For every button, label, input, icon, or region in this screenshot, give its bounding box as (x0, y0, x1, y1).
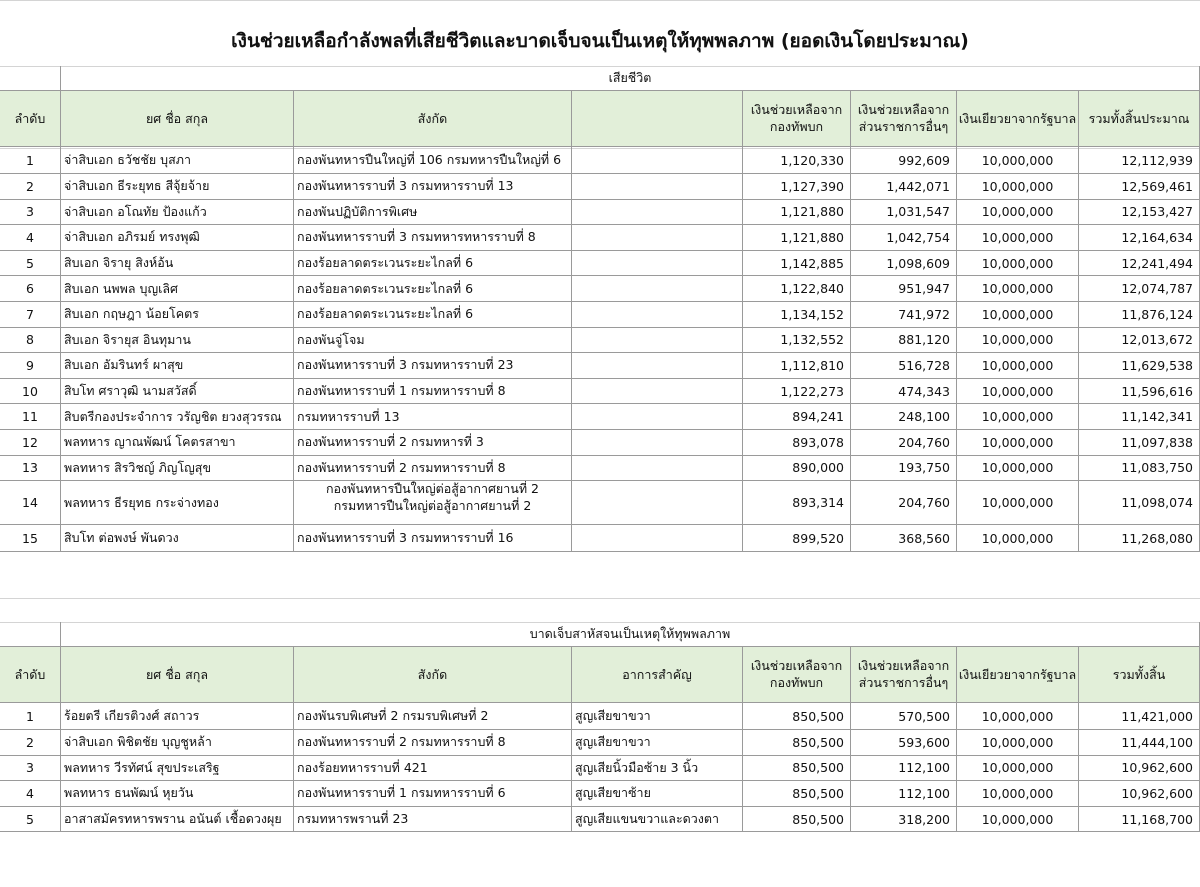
table-row (0, 703, 1200, 730)
column-header[interactable]: สังกัด (294, 647, 572, 703)
table-cell[interactable]: 4 (0, 225, 61, 251)
column-header[interactable]: อาการสำคัญ (572, 647, 743, 703)
table-cell[interactable]: 11,268,080 (1079, 525, 1200, 552)
table-cell[interactable]: 1,142,885 (743, 251, 851, 277)
table-cell[interactable]: 193,750 (851, 456, 957, 482)
table-cell[interactable]: สูญเสียแขนขวาและดวงตา (572, 807, 743, 833)
table-cell[interactable]: กองพันปฏิบัติการพิเศษ (294, 200, 572, 226)
heading-blank-cell (0, 66, 61, 91)
table-cell[interactable]: 15 (0, 525, 61, 552)
cell-text-line: เงินช่วยเหลือจาก (750, 657, 843, 673)
table-cell[interactable]: 11,142,341 (1079, 404, 1200, 430)
table-cell[interactable]: 1,042,754 (851, 225, 957, 251)
cell-text-line: กองพันทหารปืนใหญ่ต่อสู้อากาศยานที่ 2 (325, 481, 539, 497)
table-cell[interactable]: 951,947 (851, 276, 957, 302)
table-cell[interactable]: 894,241 (743, 404, 851, 430)
table-cell[interactable]: 11,083,750 (1079, 456, 1200, 482)
table-cell[interactable]: 5 (0, 807, 61, 833)
table-cell[interactable]: 10 (0, 379, 61, 405)
table-cell[interactable]: 12 (0, 430, 61, 456)
table-cell[interactable]: กองพันทหารราบที่ 3 กรมทหารราบที่ 13 (294, 174, 572, 200)
cell-text-line: ส่วนราชการอื่นๆ (858, 674, 949, 690)
table-cell[interactable]: 10,000,000 (957, 456, 1079, 482)
table-row (0, 174, 1200, 200)
table-cell[interactable]: 13 (0, 456, 61, 482)
table-cell[interactable]: 1,098,609 (851, 251, 957, 277)
table-row (0, 353, 1200, 379)
table-cell[interactable]: กองพันทหารราบที่ 3 กรมทหารราบที่ 23 (294, 353, 572, 379)
table-row (0, 328, 1200, 354)
table-cell[interactable]: 10,000,000 (957, 174, 1079, 200)
column-header[interactable]: ลำดับ (0, 647, 61, 703)
column-header[interactable]: รวมทั้งสิ้น (1079, 647, 1200, 703)
table-cell[interactable]: 11,168,700 (1079, 807, 1200, 833)
table-cell[interactable]: 1,127,390 (743, 174, 851, 200)
table-row (0, 276, 1200, 302)
cell-text-line: เงินช่วยเหลือจาก (857, 101, 950, 117)
table-row (0, 200, 1200, 226)
table-cell[interactable]: 10,000,000 (957, 481, 1079, 525)
column-header[interactable]: ยศ ชื่อ สกุล (61, 91, 294, 147)
table-cell[interactable] (294, 481, 572, 525)
table-cell[interactable]: 11 (0, 404, 61, 430)
table-cell[interactable]: 10,000,000 (957, 430, 1079, 456)
table-cell[interactable]: สิบเอก จิรายุส อินทุมาน (61, 328, 294, 354)
table-cell[interactable]: กองพันทหารราบที่ 1 กรมทหารราบที่ 8 (294, 379, 572, 405)
table-cell[interactable]: กองพันทหารราบที่ 2 กรมทหารราบที่ 8 (294, 730, 572, 756)
cell-text-line: กองทัพบก (769, 118, 824, 134)
column-header[interactable]: สังกัด (294, 91, 572, 147)
column-header[interactable]: เงินเยียวยาจากรัฐบาล (957, 91, 1079, 147)
table-cell[interactable]: กองพันรบพิเศษที่ 2 กรมรบพิเศษที่ 2 (294, 703, 572, 730)
table-cell[interactable]: สิบโท ศราวุฒิ นามสวัสดิ์ (61, 379, 294, 405)
table-cell[interactable]: 10,000,000 (957, 807, 1079, 833)
table-cell[interactable]: สิบตรีกองประจำการ วรัญชิต ยวงสุวรรณ (61, 404, 294, 430)
table-cell[interactable]: สูญเสียขาขวา (572, 703, 743, 730)
table-cell[interactable]: กองพันทหารราบที่ 1 กรมทหารราบที่ 6 (294, 781, 572, 807)
column-header[interactable] (572, 91, 743, 147)
table-cell[interactable]: 10,000,000 (957, 353, 1079, 379)
table-cell[interactable]: 1,442,071 (851, 174, 957, 200)
table-cell[interactable]: จ่าสิบเอก อภิรมย์ ทรงพุฒิ (61, 225, 294, 251)
table-cell[interactable] (572, 200, 743, 226)
table-row (0, 781, 1200, 807)
table-row (0, 730, 1200, 756)
table-cell[interactable]: กองพันจู่โจม (294, 328, 572, 354)
table-cell[interactable] (572, 525, 743, 552)
table-cell[interactable]: 893,314 (743, 481, 851, 525)
table-cell[interactable]: 112,100 (851, 781, 957, 807)
table-cell[interactable]: 5 (0, 251, 61, 277)
column-header[interactable]: ลำดับ (0, 91, 61, 147)
table-cell[interactable]: สูญเสียนิ้วมือซ้าย 3 นิ้ว (572, 756, 743, 782)
table-cell[interactable]: 850,500 (743, 781, 851, 807)
table-cell[interactable] (572, 379, 743, 405)
table-cell[interactable]: 992,609 (851, 147, 957, 174)
table-cell[interactable] (572, 328, 743, 354)
table-cell[interactable] (572, 251, 743, 277)
table-cell[interactable]: พลทหาร สิรวิชญ์ ภิญโญสุข (61, 456, 294, 482)
table-cell[interactable]: จ่าสิบเอก อโณทัย ป้องแก้ว (61, 200, 294, 226)
table-row (0, 756, 1200, 782)
table-cell[interactable]: 10,000,000 (957, 147, 1079, 174)
table-cell[interactable]: 2 (0, 730, 61, 756)
table-cell[interactable]: กองพันทหารปืนใหญ่ที่ 106 กรมทหารปืนใหญ่ที่ 6 (294, 147, 572, 174)
column-header[interactable] (743, 91, 851, 147)
table-cell[interactable]: จ่าสิบเอก ธีระยุทธ สีจุ้ยจ้าย (61, 174, 294, 200)
table-cell[interactable]: 368,560 (851, 525, 957, 552)
table-cell[interactable]: 1,122,840 (743, 276, 851, 302)
table-cell[interactable]: 11,596,616 (1079, 379, 1200, 405)
table-cell[interactable] (572, 147, 743, 174)
table-cell[interactable]: 12,153,427 (1079, 200, 1200, 226)
table-row (0, 525, 1200, 552)
table-cell[interactable]: 10,000,000 (957, 251, 1079, 277)
table-cell[interactable]: กองพันทหารราบที่ 2 กรมทหารที่ 3 (294, 430, 572, 456)
table-cell[interactable]: 112,100 (851, 756, 957, 782)
table-cell[interactable]: 893,078 (743, 430, 851, 456)
table-cell[interactable]: 1 (0, 703, 61, 730)
table-cell[interactable] (572, 456, 743, 482)
table-cell[interactable]: พลทหาร ธนพัฒน์ หุยวัน (61, 781, 294, 807)
table-cell[interactable]: 850,500 (743, 703, 851, 730)
table-cell[interactable]: จ่าสิบเอก ธวัชชัย บุสภา (61, 147, 294, 174)
table-cell[interactable]: 741,972 (851, 302, 957, 328)
table-cell[interactable] (572, 276, 743, 302)
table-cell[interactable]: 2 (0, 174, 61, 200)
table-row (0, 404, 1200, 430)
table-cell[interactable]: 10,000,000 (957, 525, 1079, 552)
table-cell[interactable]: อาสาสมัครทหารพราน อนันต์ เชื้อดวงผุย (61, 807, 294, 833)
table-cell[interactable]: 11,629,538 (1079, 353, 1200, 379)
table-row (0, 481, 1200, 525)
table-cell[interactable]: ร้อยตรี เกียรติวงศ์ สถาวร (61, 703, 294, 730)
table-cell[interactable]: กองพันทหารราบที่ 3 กรมทหารราบที่ 16 (294, 525, 572, 552)
cell-text-line: เงินช่วยเหลือจาก (857, 657, 950, 673)
table-cell[interactable]: 10,000,000 (957, 730, 1079, 756)
table-cell[interactable]: 12,241,494 (1079, 251, 1200, 277)
table-cell[interactable]: สูญเสียขาขวา (572, 730, 743, 756)
table-cell[interactable]: 6 (0, 276, 61, 302)
table-cell[interactable]: 8 (0, 328, 61, 354)
table-cell[interactable]: 10,000,000 (957, 302, 1079, 328)
table-cell[interactable]: สิบเอก อัมรินทร์ ผาสุข (61, 353, 294, 379)
page-title: เงินช่วยเหลือกำลังพลที่เสียชีวิตและบาดเจ็บจนเป็นเหตุให้ทุพพลภาพ (ยอดเงินโดยประมาณ) (231, 30, 969, 52)
table-cell[interactable]: กองพันทหารราบที่ 2 กรมทหารราบที่ 8 (294, 456, 572, 482)
table-cell[interactable]: สิบเอก กฤษฎา น้อยโคตร (61, 302, 294, 328)
table-row (0, 225, 1200, 251)
table-cell[interactable]: 890,000 (743, 456, 851, 482)
table-cell[interactable] (572, 174, 743, 200)
table-cell[interactable] (572, 353, 743, 379)
table-cell[interactable]: สูญเสียขาซ้าย (572, 781, 743, 807)
table-cell[interactable]: 10,000,000 (957, 756, 1079, 782)
table-cell[interactable]: 1,112,810 (743, 353, 851, 379)
table-cell[interactable]: 1,120,330 (743, 147, 851, 174)
table-cell[interactable]: 1,031,547 (851, 200, 957, 226)
table-cell[interactable]: 10,000,000 (957, 703, 1079, 730)
table-cell[interactable]: สิบเอก นพพล บุญเลิศ (61, 276, 294, 302)
section2-header-row (0, 647, 1200, 703)
table-cell[interactable]: 1,122,273 (743, 379, 851, 405)
table-cell[interactable]: 12,164,634 (1079, 225, 1200, 251)
table-cell[interactable]: 1 (0, 147, 61, 174)
table-cell[interactable]: 10,000,000 (957, 781, 1079, 807)
table-cell[interactable]: กองร้อยลาดตระเวนระยะไกลที่ 6 (294, 251, 572, 277)
table-cell[interactable]: 474,343 (851, 379, 957, 405)
table-cell[interactable]: 3 (0, 200, 61, 226)
table-row (0, 147, 1200, 174)
table-cell[interactable]: 516,728 (851, 353, 957, 379)
table-cell[interactable]: 593,600 (851, 730, 957, 756)
table-cell[interactable]: 10,962,600 (1079, 756, 1200, 782)
table-cell[interactable]: 1,121,880 (743, 225, 851, 251)
table-row (0, 807, 1200, 833)
table-cell[interactable] (572, 302, 743, 328)
cell-text-line: กองทัพบก (769, 674, 824, 690)
column-header[interactable] (743, 647, 851, 703)
column-header[interactable] (851, 647, 957, 703)
column-header[interactable]: ยศ ชื่อ สกุล (61, 647, 294, 703)
table-cell[interactable]: 11,098,074 (1079, 481, 1200, 525)
table-cell[interactable] (572, 225, 743, 251)
section-heading: เสียชีวิต (61, 66, 1200, 91)
table-cell[interactable]: จ่าสิบเอก พิชิตชัย บุญชูหล้า (61, 730, 294, 756)
table-row (0, 302, 1200, 328)
section1-header-row (0, 91, 1200, 147)
table-cell[interactable]: พลทหาร วีรทัศน์ สุขประเสริฐ (61, 756, 294, 782)
table-cell[interactable]: กองร้อยลาดตระเวนระยะไกลที่ 6 (294, 302, 572, 328)
cell-text-line: ส่วนราชการอื่นๆ (858, 118, 949, 134)
table-row (0, 251, 1200, 277)
table-cell[interactable]: กองร้อยลาดตระเวนระยะไกลที่ 6 (294, 276, 572, 302)
table-cell[interactable]: 248,100 (851, 404, 957, 430)
table-cell[interactable]: 10,000,000 (957, 328, 1079, 354)
table-cell[interactable]: 11,097,838 (1079, 430, 1200, 456)
table-cell[interactable]: 850,500 (743, 756, 851, 782)
column-header[interactable]: รวมทั้งสิ้นประมาณ (1079, 91, 1200, 147)
column-header[interactable]: เงินเยียวยาจากรัฐบาล (957, 647, 1079, 703)
table-cell[interactable] (572, 481, 743, 525)
table-cell[interactable]: 10,000,000 (957, 379, 1079, 405)
table-cell[interactable]: กองพันทหารราบที่ 3 กรมทหารทหารราบที่ 8 (294, 225, 572, 251)
table-row (0, 456, 1200, 482)
table-cell[interactable]: 881,120 (851, 328, 957, 354)
table-cell[interactable]: 204,760 (851, 430, 957, 456)
table-cell[interactable]: กองร้อยทหารราบที่ 421 (294, 756, 572, 782)
table-cell[interactable]: 10,000,000 (957, 276, 1079, 302)
table-cell[interactable]: 570,500 (851, 703, 957, 730)
gridline (0, 0, 1200, 1)
table-cell[interactable]: 1,132,552 (743, 328, 851, 354)
table-cell[interactable]: 11,421,000 (1079, 703, 1200, 730)
table-cell[interactable]: กรมทหารพรานที่ 23 (294, 807, 572, 833)
table-cell[interactable]: 10,962,600 (1079, 781, 1200, 807)
table-cell[interactable]: 10,000,000 (957, 200, 1079, 226)
table-cell[interactable]: 899,520 (743, 525, 851, 552)
table-cell[interactable]: 1,121,880 (743, 200, 851, 226)
gridline (0, 598, 1200, 599)
table-cell[interactable]: พลทหาร ธีรยุทธ กระจ่างทอง (61, 481, 294, 525)
table-cell[interactable]: 12,074,787 (1079, 276, 1200, 302)
section1-heading-row (0, 66, 1200, 91)
table-cell[interactable] (572, 404, 743, 430)
table-cell[interactable]: 10,000,000 (957, 404, 1079, 430)
table-cell[interactable]: 12,569,461 (1079, 174, 1200, 200)
table-cell[interactable]: พลทหาร ญาณพัฒน์ โคตรสาขา (61, 430, 294, 456)
table-cell[interactable]: 850,500 (743, 807, 851, 833)
table-cell[interactable]: 10,000,000 (957, 225, 1079, 251)
table-cell[interactable]: 7 (0, 302, 61, 328)
table-cell[interactable]: 12,013,672 (1079, 328, 1200, 354)
table-cell[interactable]: 14 (0, 481, 61, 525)
table-row (0, 379, 1200, 405)
table-cell[interactable]: 12,112,939 (1079, 147, 1200, 174)
table-cell[interactable]: 4 (0, 781, 61, 807)
table-cell[interactable] (572, 430, 743, 456)
table-row (0, 430, 1200, 456)
table-cell[interactable]: 318,200 (851, 807, 957, 833)
section2-heading-row (0, 622, 1200, 647)
column-header[interactable] (851, 91, 957, 147)
table-cell[interactable]: สิบโท ต่อพงษ์ พันดวง (61, 525, 294, 552)
table-cell[interactable]: 3 (0, 756, 61, 782)
table-cell[interactable]: 11,444,100 (1079, 730, 1200, 756)
table-cell[interactable]: 850,500 (743, 730, 851, 756)
table-cell[interactable]: สิบเอก จิรายุ สิงห์อ้น (61, 251, 294, 277)
heading-blank-cell (0, 622, 61, 647)
table-cell[interactable]: 9 (0, 353, 61, 379)
table-cell[interactable]: กรมทหารราบที่ 13 (294, 404, 572, 430)
table-cell[interactable]: 11,876,124 (1079, 302, 1200, 328)
cell-text-line: กรมทหารปืนใหญ่ต่อสู้อากาศยานที่ 2 (333, 498, 532, 514)
section-heading: บาดเจ็บสาหัสจนเป็นเหตุให้ทุพพลภาพ (61, 622, 1200, 647)
cell-text-line: เงินช่วยเหลือจาก (750, 101, 843, 117)
table-cell[interactable]: 204,760 (851, 481, 957, 525)
table-cell[interactable]: 1,134,152 (743, 302, 851, 328)
